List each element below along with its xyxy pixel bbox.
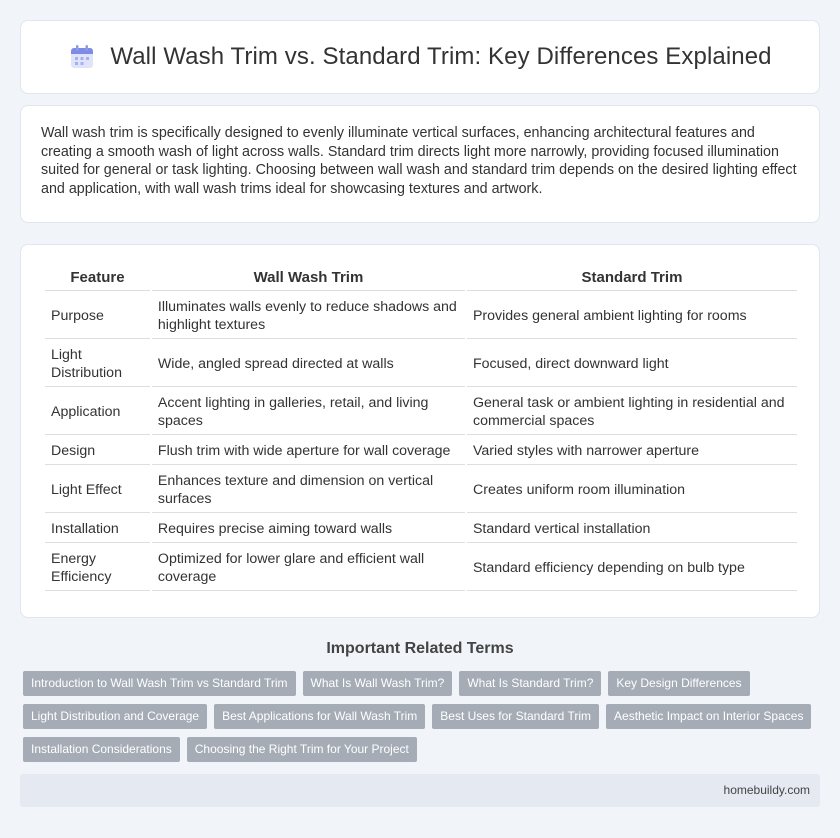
related-term-tag[interactable]: Light Distribution and Coverage <box>23 704 207 729</box>
related-term-tag[interactable]: Key Design Differences <box>608 671 749 696</box>
table-cell: Varied styles with narrower aperture <box>467 437 797 465</box>
table-cell: Optimized for lower glare and efficient wall coverage <box>152 545 465 591</box>
comparison-table <box>43 263 799 593</box>
related-term-tag[interactable]: Introduction to Wall Wash Trim vs Standard Trim <box>23 671 296 696</box>
table-cell: Installation <box>45 515 150 543</box>
table-cell: Purpose <box>45 293 150 339</box>
table-header-row <box>45 265 797 291</box>
related-term-tag[interactable]: Best Uses for Standard Trim <box>432 704 599 729</box>
table-row <box>45 515 797 543</box>
table-row <box>45 293 797 339</box>
table-cell: Enhances texture and dimension on vertical surfaces <box>152 467 465 513</box>
table-cell: Accent lighting in galleries, retail, and living spaces <box>152 389 465 435</box>
table-cell: Standard vertical installation <box>467 515 797 543</box>
column-header-standard: Standard Trim <box>467 265 797 291</box>
related-term-tag[interactable]: Installation Considerations <box>23 737 180 762</box>
footer-site-link[interactable]: homebuildy.com <box>723 783 810 797</box>
table-cell: Illuminates walls evenly to reduce shadows and highlight textures <box>152 293 465 339</box>
table-cell: Design <box>45 437 150 465</box>
comparison-table-card <box>20 244 820 618</box>
table-cell: Provides general ambient lighting for rooms <box>467 293 797 339</box>
table-row <box>45 545 797 591</box>
header-card <box>20 20 820 94</box>
table-cell: Light Distribution <box>45 341 150 387</box>
intro-paragraph: Wall wash trim is specifically designed to evenly illuminate vertical surfaces, enhancing architectural features and creating a smooth wash of light across walls. Standard trim directs light more narrowly, providing focused illumination suited for general or task lighting. Choosing between wall wash and standard trim depends on the desired lighting effect and application, with wall wash trims ideal for showcasing textures and artwork. <box>41 125 797 197</box>
column-header-feature: Feature <box>45 265 150 291</box>
table-cell: Light Effect <box>45 467 150 513</box>
calendar-icon <box>68 43 96 71</box>
related-terms-title: Important Related Terms <box>326 640 514 657</box>
table-row <box>45 341 797 387</box>
related-term-tag[interactable]: Best Applications for Wall Wash Trim <box>214 704 425 729</box>
intro-card <box>20 105 820 223</box>
table-row <box>45 389 797 435</box>
related-term-tag[interactable]: What Is Wall Wash Trim? <box>303 671 453 696</box>
table-cell: Requires precise aiming toward walls <box>152 515 465 543</box>
table-cell: Standard efficiency depending on bulb type <box>467 545 797 591</box>
table-cell: Energy Efficiency <box>45 545 150 591</box>
table-cell: General task or ambient lighting in residential and commercial spaces <box>467 389 797 435</box>
column-header-wall-wash: Wall Wash Trim <box>152 265 465 291</box>
related-term-tag[interactable]: Choosing the Right Trim for Your Project <box>187 737 417 762</box>
table-cell: Wide, angled spread directed at walls <box>152 341 465 387</box>
table-row <box>45 467 797 513</box>
footer <box>20 774 820 807</box>
table-cell: Creates uniform room illumination <box>467 467 797 513</box>
table-cell: Flush trim with wide aperture for wall coverage <box>152 437 465 465</box>
title-wrap <box>68 43 771 71</box>
related-term-tag[interactable]: Aesthetic Impact on Interior Spaces <box>606 704 811 729</box>
table-row <box>45 437 797 465</box>
table-cell: Application <box>45 389 150 435</box>
page-title: Wall Wash Trim vs. Standard Trim: Key Differences Explained <box>110 43 772 70</box>
related-terms-list <box>23 671 823 762</box>
table-cell: Focused, direct downward light <box>467 341 797 387</box>
related-term-tag[interactable]: What Is Standard Trim? <box>459 671 601 696</box>
